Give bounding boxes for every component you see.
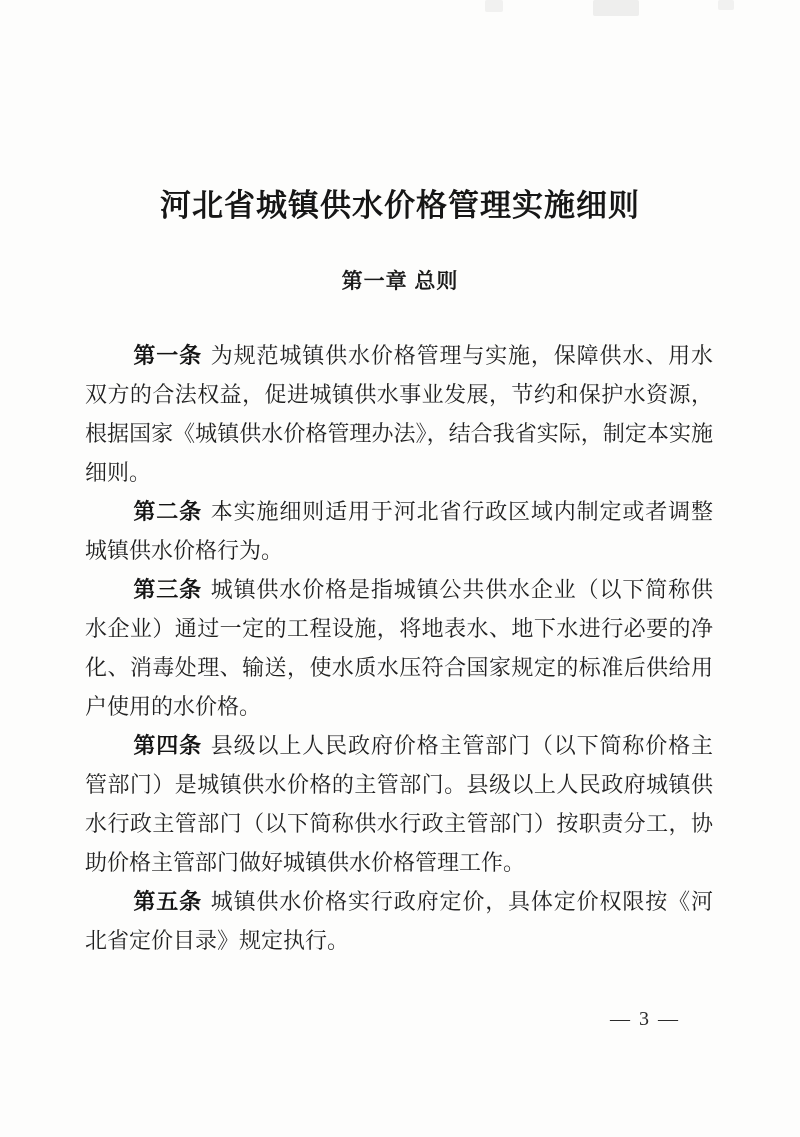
page-number: — 3 — [610, 1008, 680, 1030]
article-label: 第二条 [133, 499, 202, 524]
document-body [85, 336, 713, 960]
article-label: 第四条 [133, 733, 202, 758]
article-text: 城镇供水价格是指城镇公共供水企业（以下简称供水企业）通过一定的工程设施，将地表水、地下水进行必要的净化、消毒处理、输送，使水质水压符合国家规定的标准后供给用户使用的水价格。 [85, 577, 713, 719]
article-label: 第五条 [133, 889, 202, 914]
scan-smudge [718, 0, 734, 10]
article-text: 为规范城镇供水价格管理与实施，保障供水、用水双方的合法权益，促进城镇供水事业发展，节约和保护水资源，根据国家《城镇供水价格管理办法》，结合我省实际，制定本实施细则。 [85, 343, 713, 485]
article-text: 城镇供水价格实行政府定价，具体定价权限按《河北省定价目录》规定执行。 [85, 889, 713, 953]
article-label: 第三条 [133, 577, 202, 602]
article-paragraph [85, 882, 713, 960]
article-paragraph [85, 492, 713, 570]
scan-smudge [593, 0, 639, 16]
article-text: 本实施细则适用于河北省行政区域内制定或者调整城镇供水价格行为。 [85, 499, 713, 563]
article-paragraph [85, 726, 713, 882]
chapter-heading: 第一章 总则 [341, 270, 459, 293]
document-title: 河北省城镇供水价格管理实施细则 [160, 188, 640, 223]
scan-smudge [485, 0, 503, 12]
article-text: 县级以上人民政府价格主管部门（以下简称价格主管部门）是城镇供水价格的主管部门。县级以上人民政府城镇供水行政主管部门（以下简称供水行政主管部门）按职责分工，协助价格主管部门做好城镇供水价格管理工作。 [85, 733, 713, 875]
article-label: 第一条 [133, 343, 202, 368]
article-paragraph [85, 570, 713, 726]
article-paragraph [85, 336, 713, 492]
